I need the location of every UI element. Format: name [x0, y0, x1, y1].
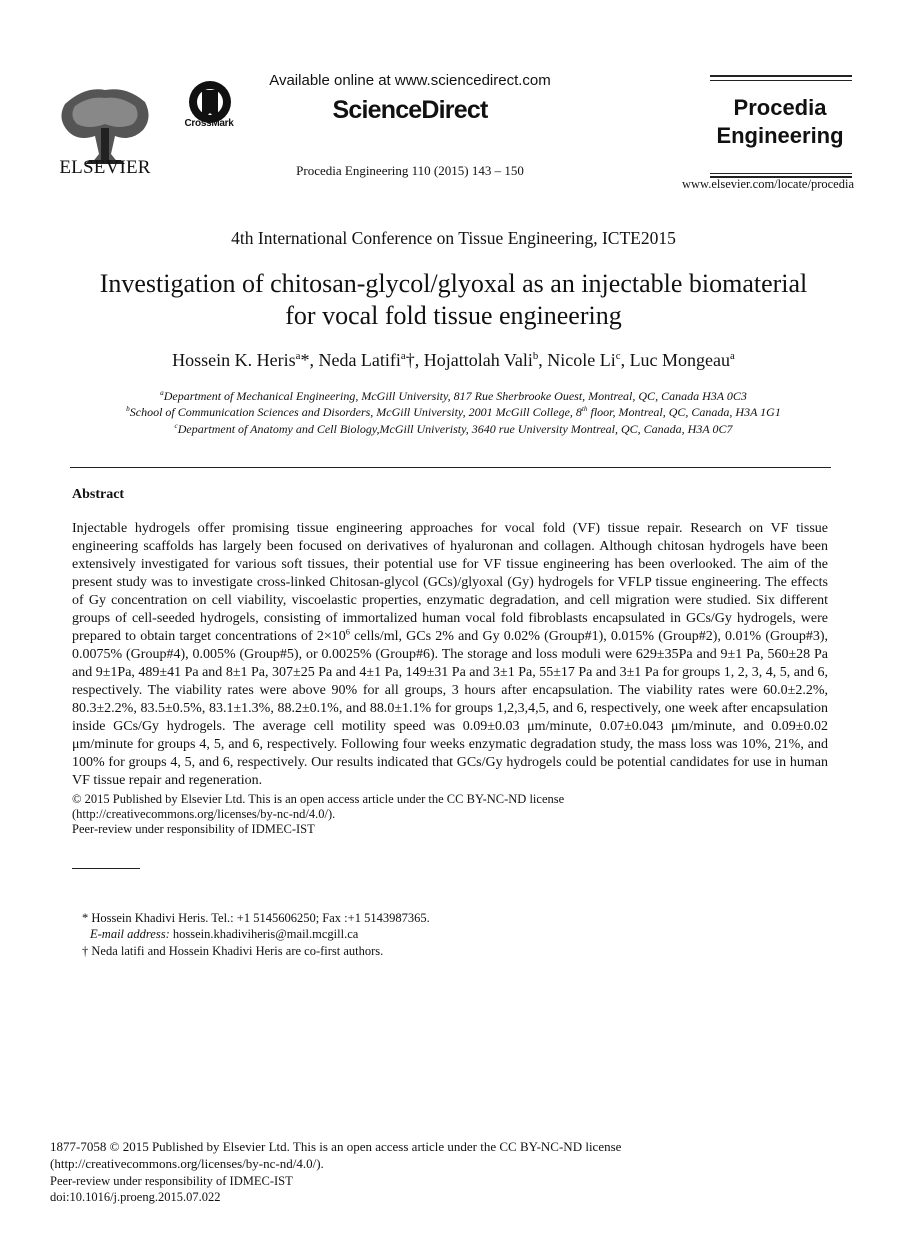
author-affiliation-mark: c — [615, 350, 621, 362]
affiliation-text: Department of Mechanical Engineering, McGill University, 817 Rue Sherbrooke Ouest, Montreal, QC, Canada H3A 0C3 — [163, 389, 747, 403]
sciencedirect-logo-text: ScienceDirect — [332, 96, 488, 124]
author-separator: , — [309, 350, 319, 370]
abstract-part: Injectable hydrogels offer promising tissue engineering approaches for vocal fold (VF) tissue repair. Research on VF tissue engineering scaffolds has largely been focused on derivatives of hyaluronan and collagen. Although chitosan hydrogels have been extensively investigated for various soft tissues, their potential use for VF tissue engineering has been overlooked. The aim of the present study was to investigate cross-linked Chitosan-glycol (GCs)/glyoxal (Gy) hydrogels for VFLP tissue engineering. The effects of Gy concentration on cell viability, viscoelastic properties, enzymatic degradation, and cell migration were studied. Six different groups of cell-seeded hydrogels, consisting of immortalized human vocal fold fibroblasts encapsulated in GCs/Gy hydrogels, were prepared to obtain target concentrations of 2×10 — [72, 521, 828, 644]
affiliation-c — [0, 422, 907, 437]
author-separator: , — [620, 350, 630, 370]
bottom-license-url-link[interactable]: (http://creativecommons.org/licenses/by-nc-nd/4.0/). — [50, 1156, 324, 1171]
available-online-text: Available online at www.sciencedirect.com — [269, 72, 551, 89]
co-first-author-footnote: † Neda latifi and Hossein Khadivi Heris are co-first authors. — [82, 944, 384, 958]
ordinal-suffix: th — [581, 405, 588, 413]
author-list — [0, 350, 907, 371]
author-name: Neda Latifi — [318, 350, 401, 370]
publisher-name: ELSEVIER — [59, 157, 151, 178]
crossmark-label[interactable]: CrossMark — [184, 118, 234, 129]
journal-box-rule — [710, 80, 852, 81]
author-affiliation-mark: b — [532, 350, 539, 362]
journal-url-link[interactable]: www.elsevier.com/locate/procedia — [681, 177, 854, 191]
author-separator: , — [538, 350, 548, 370]
affiliation-text: School of Communication Sciences and Disorders, McGill University, 2001 McGill College, 8 — [129, 405, 582, 419]
section-divider — [70, 467, 831, 468]
journal-box-rule — [710, 173, 852, 174]
abstract-text — [72, 520, 828, 790]
author-affiliation-mark: a — [730, 350, 735, 362]
bottom-peer-review: Peer-review under responsibility of IDMEC-IST — [50, 1174, 293, 1188]
author-name: Hojattolah Vali — [423, 350, 533, 370]
issn-license-line: 1877-7058 © 2015 Published by Elsevier Ltd. This is an open access article under the CC BY-NC-ND license — [50, 1139, 622, 1154]
author-note-mark: * — [300, 350, 310, 370]
author-name: Nicole Li — [547, 350, 616, 370]
affiliation-label: c — [174, 422, 178, 430]
journal-box-rule — [710, 75, 852, 77]
author-name: Luc Mongeau — [629, 350, 731, 370]
paper-title-line1: Investigation of chitosan-glycol/glyoxal as an injectable biomaterial — [99, 269, 808, 298]
affiliation-text: Department of Anatomy and Cell Biology,McGill Univeristy, 3640 rue University Montreal, QC, Canada, H3A 0C7 — [177, 422, 733, 436]
email-footnote — [90, 927, 358, 942]
peer-review-statement: Peer-review under responsibility of IDMEC-IST — [72, 822, 315, 836]
license-statement: © 2015 Published by Elsevier Ltd. This is an open access article under the CC BY-NC-ND license — [72, 792, 565, 806]
author-name: Hossein K. Heris — [172, 350, 296, 370]
affiliation-label: a — [160, 389, 164, 397]
footnote-divider — [72, 868, 140, 869]
affiliation-b — [0, 405, 907, 420]
abstract-part: cells/ml, GCs 2% and Gy 0.02% (Group#1), 0.015% (Group#2), 0.01% (Group#3), 0.0075% (Group#4), 0.005% (Group#5), or 0.0025% (Group#6). The storage and loss moduli were 629±35Pa and 9±1 Pa, 560±28 Pa and 9±1Pa, 489±41 Pa and 8±1 Pa, 307±25 Pa and 4±1 Pa, 149±31 Pa and 3±1 Pa, 55±17 Pa and 3±1 Pa for groups 1, 2, 3, 4, 5, and 6, respectively. The viability rates were above 90% for all groups, 3 hours after encapsulation. The viability rates were 60.0±2.2%, 80.3±2.2%, 83.5±0.5%, 83.1±1.3%, 88.2±0.1%, and 88.0±1.1% for groups 1,2,3,4,5, and 6, respectively, one week after encapsulation inside GCs/Gy hydrogels. The average cell motility speed was 0.09±0.03 μm/minute, 0.07±0.043 μm/minute, and 0.09±0.02 μm/minute for groups 4, 5, and 6, respectively. Following four weeks enzymatic degradation study, the mass loss was 10%, 21%, and 100% for groups 4, 5, and 6, respectively. Our results indicated that GCs/Gy hydrogels could be potential candidates for use in human VF tissue repair and regeneration. — [72, 629, 828, 788]
journal-title-line2: Engineering — [716, 123, 844, 148]
author-note-mark: † — [405, 350, 415, 370]
author-separator: , — [414, 350, 424, 370]
journal-title — [705, 94, 855, 150]
author-affiliation-mark: a — [400, 350, 406, 362]
affiliation-label: b — [126, 405, 130, 413]
paper-title-line2: for vocal fold tissue engineering — [285, 301, 622, 330]
license-url-link[interactable]: (http://creativecommons.org/licenses/by-nc-nd/4.0/). — [72, 807, 336, 821]
journal-title-line1: Procedia — [733, 95, 827, 120]
journal-citation: Procedia Engineering 110 (2015) 143 – 150 — [296, 163, 524, 178]
affiliation-text: floor, Montreal, QC, Canada, H3A 1G1 — [587, 405, 781, 419]
affiliation-a — [0, 389, 907, 404]
doi-link[interactable]: doi:10.1016/j.proeng.2015.07.022 — [50, 1190, 221, 1204]
exponent: 6 — [345, 627, 350, 637]
conference-name: 4th International Conference on Tissue Engineering, ICTE2015 — [231, 228, 676, 248]
paper-title — [40, 268, 867, 332]
corresponding-author-footnote: * Hossein Khadivi Heris. Tel.: +1 5145606250; Fax :+1 5143987365. — [82, 911, 430, 925]
abstract-heading: Abstract — [72, 487, 125, 502]
author-affiliation-mark: a — [295, 350, 301, 362]
email-address-link[interactable]: hossein.khadiviheris@mail.mcgill.ca — [169, 927, 359, 941]
email-label: E-mail address: — [90, 927, 170, 941]
